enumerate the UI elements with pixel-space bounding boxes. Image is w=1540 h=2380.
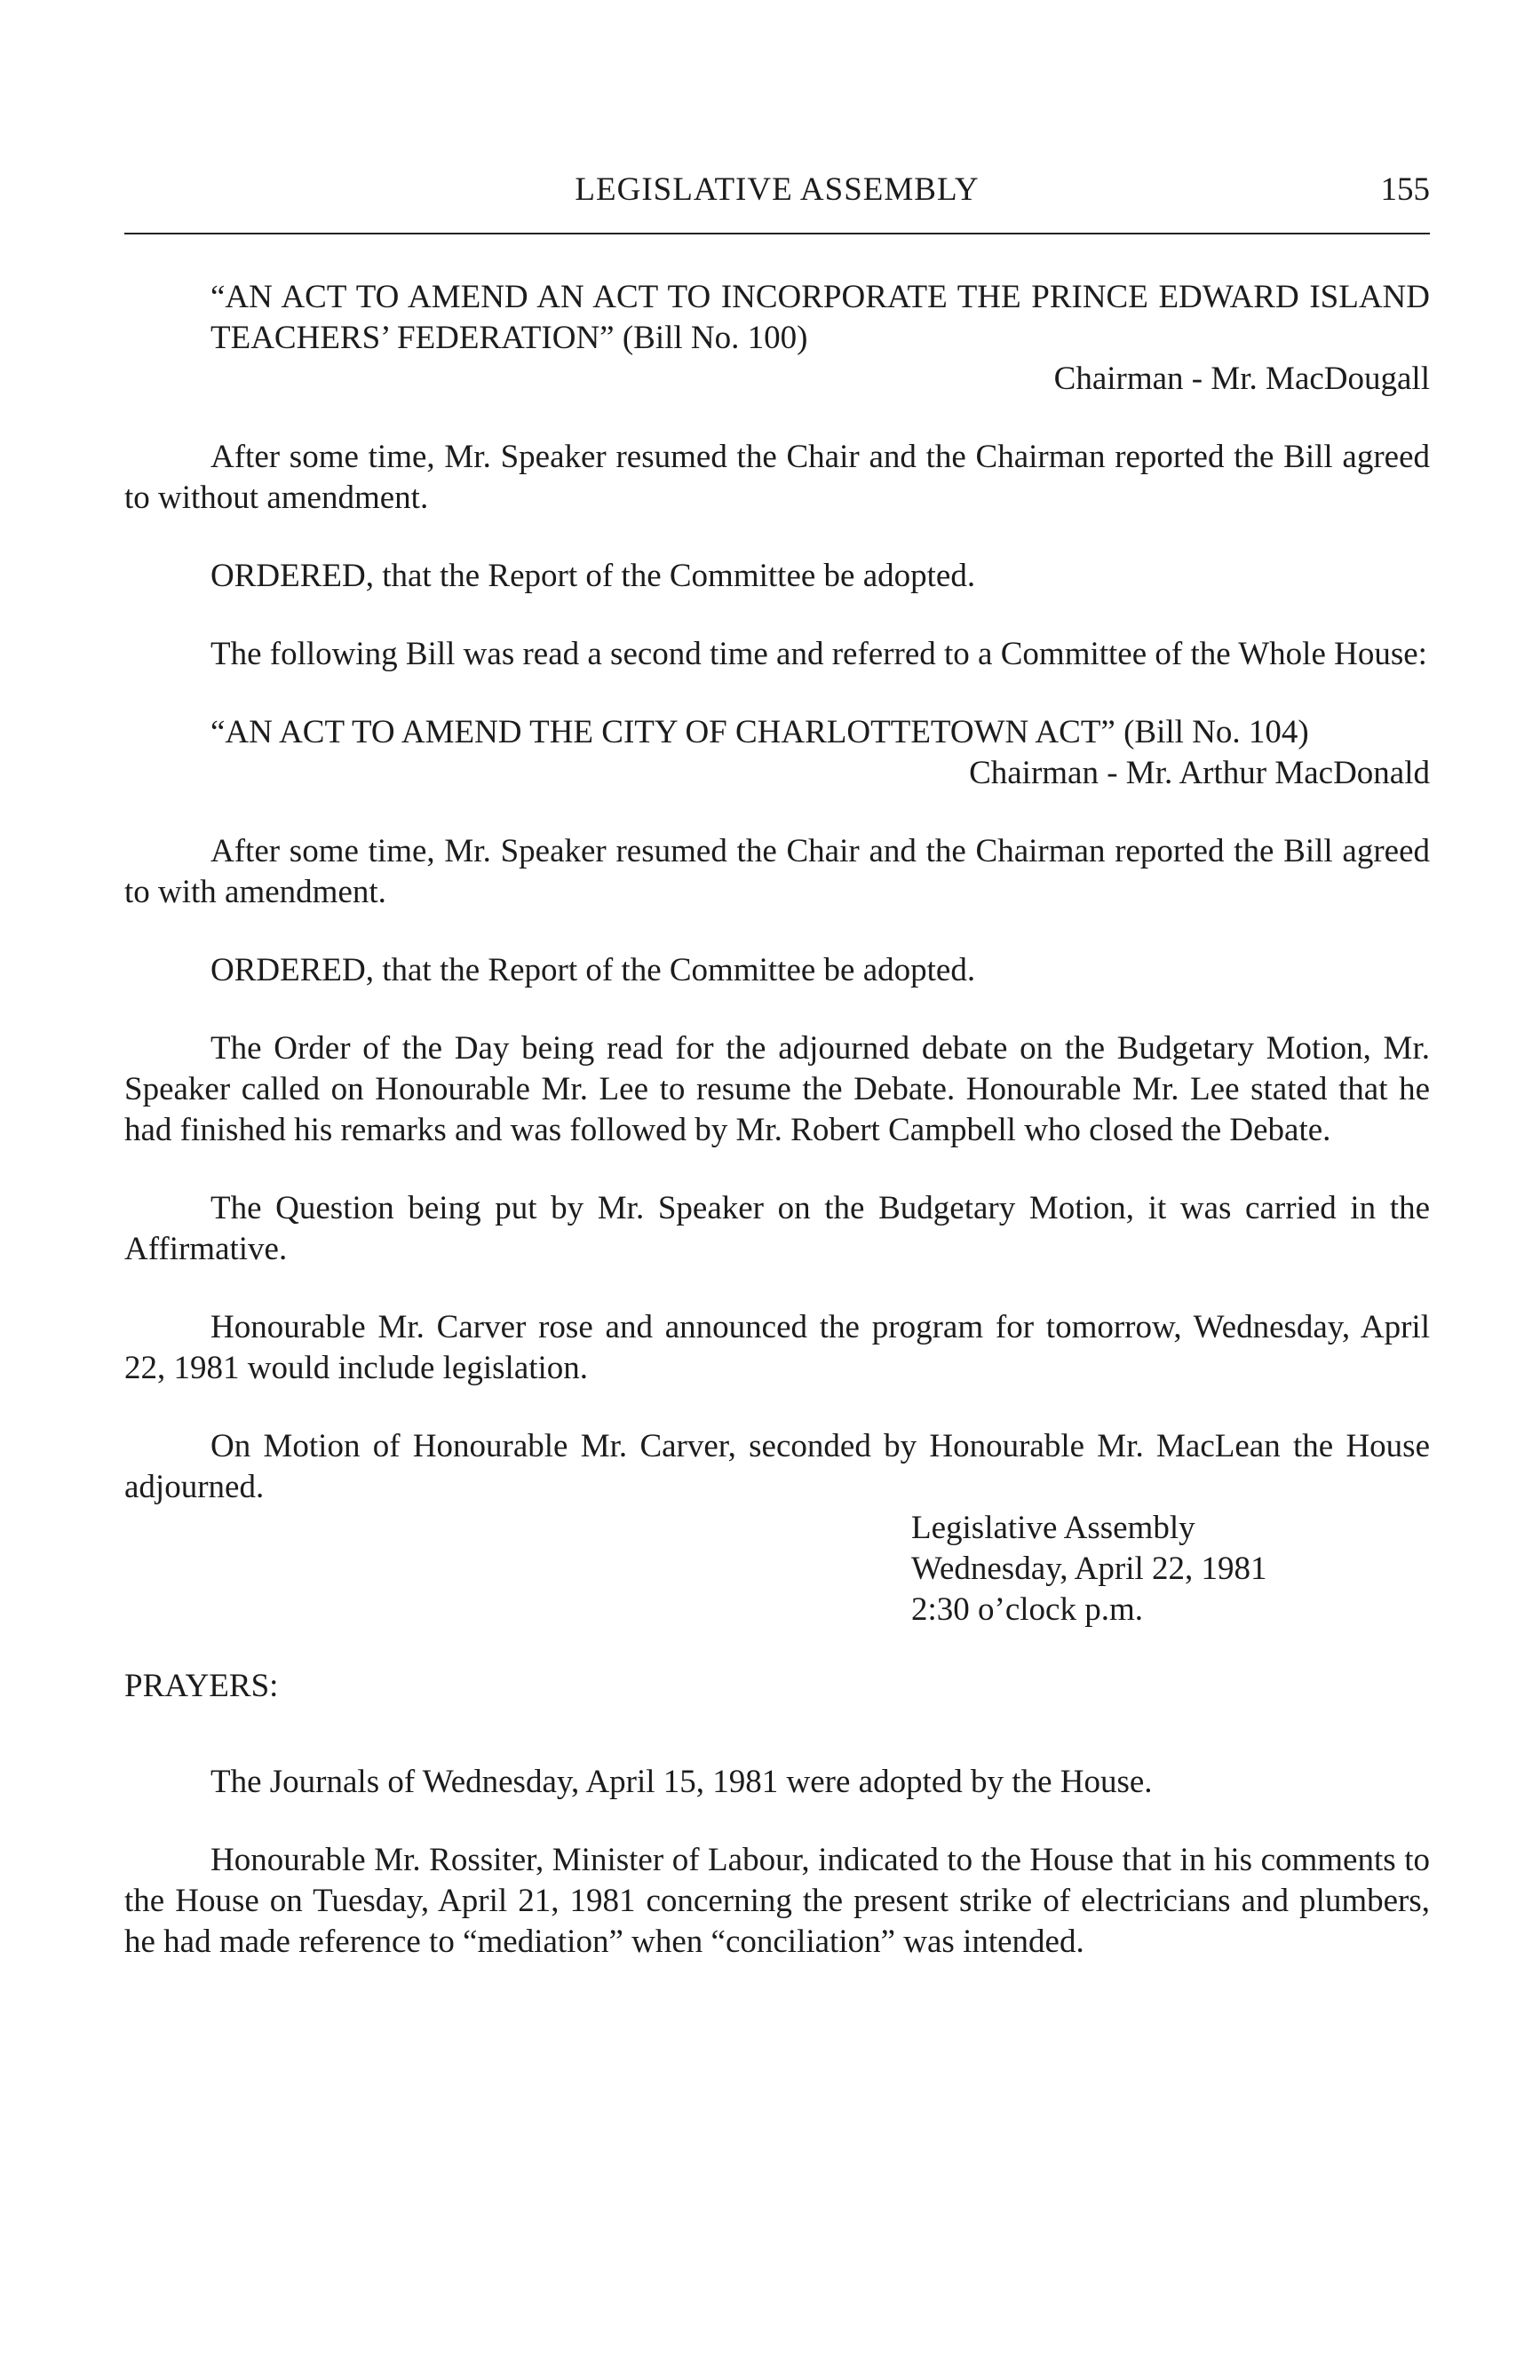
bill-100-chairman: Chairman - Mr. MacDougall <box>1053 361 1430 397</box>
question-paragraph: The Question being put by Mr. Speaker on the Budgetary Motion, it was carried in the Affirmative. <box>124 1190 1430 1267</box>
carver-program-paragraph: Honourable Mr. Carver rose and announced the program for tomorrow, Wednesday, April 22, 1981 would include legislation. <box>124 1309 1430 1386</box>
bill-104-chairman: Chairman - Mr. Arthur MacDonald <box>969 755 1430 791</box>
rossiter-paragraph: Honourable Mr. Rossiter, Minister of Labour, indicated to the House that in his comments to the House on Tuesday, April 21, 1981 concerning the present strike of electricians and plumbers, he had made reference to “mediation” when “conciliation” was intended. <box>124 1842 1430 1960</box>
sitting-assembly: Legislative Assembly <box>911 1510 1195 1546</box>
sitting-time: 2:30 o’clock p.m. <box>911 1591 1144 1628</box>
header-rule <box>124 233 1430 234</box>
prayers-heading: PRAYERS: <box>124 1668 279 1704</box>
sitting-date: Wednesday, April 22, 1981 <box>911 1551 1267 1587</box>
adjourned-paragraph: On Motion of Honourable Mr. Carver, seconded by Honourable Mr. MacLean the House adjourned. <box>124 1428 1430 1505</box>
bill-100-title: “AN ACT TO AMEND AN ACT TO INCORPORATE THE PRINCE EDWARD ISLAND TEACHERS’ FEDERATION” (Bill No. 100) <box>210 279 1430 356</box>
ordered-paragraph-1: ORDERED, that the Report of the Committee be adopted. <box>210 558 976 594</box>
page-header <box>124 171 1430 224</box>
journals-paragraph: The Journals of Wednesday, April 15, 1981 were adopted by the House. <box>210 1764 1153 1800</box>
sitting-heading <box>911 1508 1430 1630</box>
order-of-day-paragraph: The Order of the Day being read for the adjourned debate on the Budgetary Motion, Mr. Speaker called on Honourable Mr. Lee to resume the Debate. Honourable Mr. Lee stated that he had finished his remarks and was followed by Mr. Robert Campbell who closed the Debate. <box>124 1030 1430 1148</box>
page-body <box>124 277 1430 2000</box>
after-some-time-paragraph-2: After some time, Mr. Speaker resumed the Chair and the Chairman reported the Bill agreed to with amendment. <box>124 833 1430 910</box>
page-number: 155 <box>1380 171 1430 208</box>
running-title: LEGISLATIVE ASSEMBLY <box>575 171 980 208</box>
bill-104-title: “AN ACT TO AMEND THE CITY OF CHARLOTTETOWN ACT” (Bill No. 104) <box>210 714 1309 750</box>
following-bill-paragraph: The following Bill was read a second time and referred to a Committee of the Whole House: <box>210 636 1427 672</box>
ordered-paragraph-2: ORDERED, that the Report of the Committee be adopted. <box>210 952 976 988</box>
after-some-time-paragraph-1: After some time, Mr. Speaker resumed the Chair and the Chairman reported the Bill agreed to without amendment. <box>124 439 1430 516</box>
